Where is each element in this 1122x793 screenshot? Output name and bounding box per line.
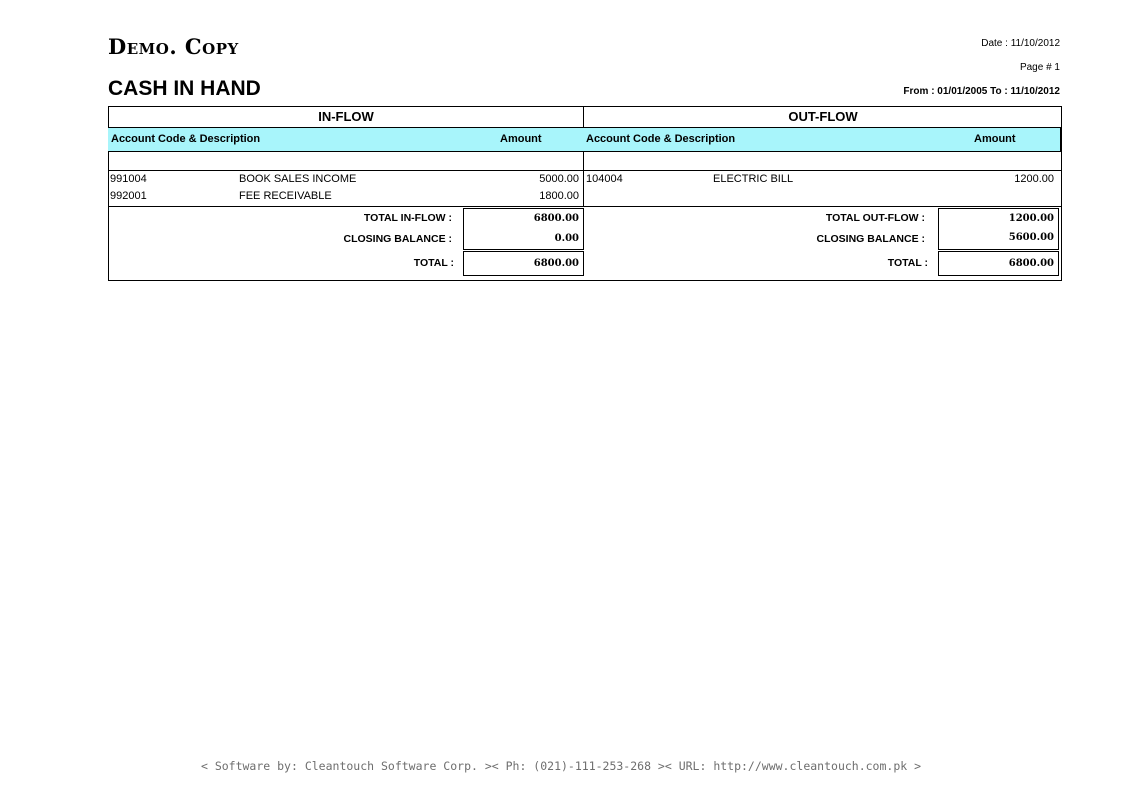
table-row	[586, 173, 1056, 189]
inflow-col-amount: Amount	[500, 133, 542, 145]
blank-row-rule	[108, 170, 1062, 171]
inflow-column-header	[108, 128, 584, 151]
amount: 1200.00	[1014, 173, 1054, 185]
total-outflow-value: 1200.00	[1008, 213, 1054, 224]
account-code: 991004	[110, 173, 147, 185]
outflow-col-account: Account Code & Description	[586, 133, 736, 145]
account-code: 992001	[110, 190, 147, 202]
inflow-col-account: Account Code & Description	[111, 133, 261, 145]
total-outflow-label: TOTAL OUT-FLOW :	[825, 212, 925, 224]
outflow-closing-value: 5600.00	[1008, 232, 1054, 243]
inflow-closing-value: 0.00	[554, 233, 579, 244]
outflow-grand-total-label: TOTAL :	[887, 257, 928, 269]
inflow-section-title: IN-FLOW	[108, 106, 584, 128]
report-date: Date : 11/10/2012	[981, 38, 1060, 49]
inflow-closing-label: CLOSING BALANCE :	[343, 233, 452, 245]
software-footer: < Software by: Cleantouch Software Corp. >< Ph: (021)-111-253-268 >< URL: http://www.cleantouch.com.pk >	[200, 759, 922, 773]
summary-rule	[108, 206, 1062, 207]
demo-copy-watermark: Demo. Copy	[108, 34, 239, 59]
inflow-grand-total-value: 6800.00	[533, 258, 579, 269]
outflow-closing-label: CLOSING BALANCE :	[816, 233, 925, 245]
outflow-grand-total-box	[938, 251, 1059, 276]
account-description: FEE RECEIVABLE	[239, 190, 332, 202]
outflow-totals-box	[938, 208, 1059, 250]
amount: 5000.00	[539, 173, 579, 185]
outflow-section-title: OUT-FLOW	[584, 106, 1062, 128]
report-title: CASH IN HAND	[108, 77, 261, 100]
total-inflow-label: TOTAL IN-FLOW :	[363, 212, 452, 224]
date-range: From : 01/01/2005 To : 11/10/2012	[903, 86, 1060, 97]
table-row	[110, 190, 582, 206]
inflow-grand-total-label: TOTAL :	[413, 257, 454, 269]
inflow-grand-total-box	[463, 251, 584, 276]
account-code: 104004	[586, 173, 623, 185]
page-number: Page # 1	[1019, 62, 1060, 73]
total-inflow-value: 6800.00	[533, 213, 579, 224]
outflow-column-header	[584, 128, 1061, 151]
account-description: BOOK SALES INCOME	[239, 173, 357, 185]
table-row	[110, 173, 582, 189]
header-rule	[108, 151, 1062, 152]
outflow-col-amount: Amount	[974, 133, 1016, 145]
inflow-totals-box	[463, 208, 584, 250]
account-description: ELECTRIC BILL	[713, 173, 794, 185]
outflow-grand-total-value: 6800.00	[1008, 258, 1054, 269]
amount: 1800.00	[539, 190, 579, 202]
